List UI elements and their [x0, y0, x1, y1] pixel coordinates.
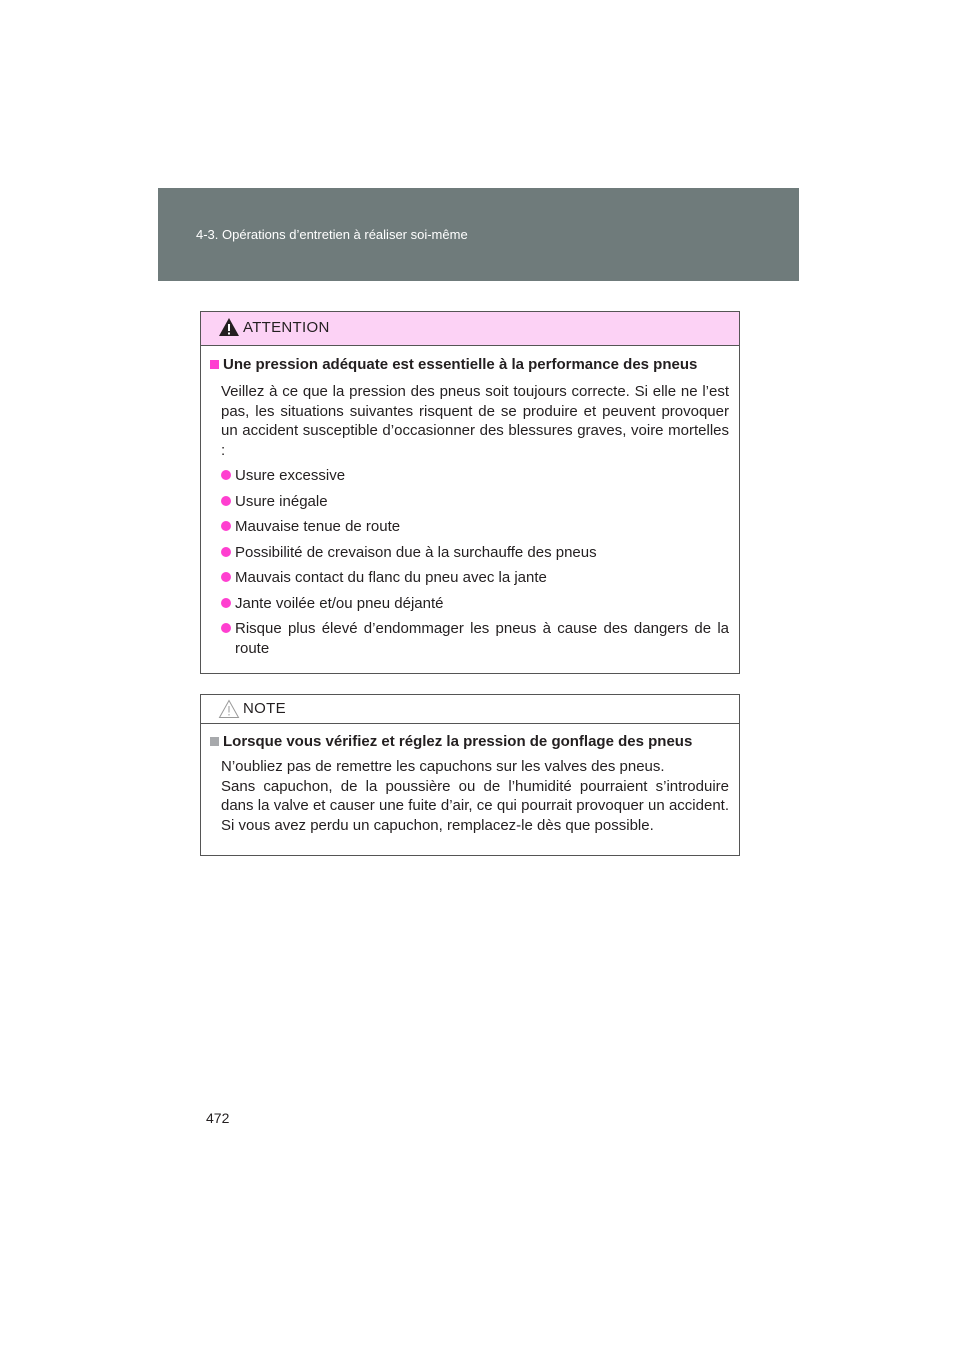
circle-bullet-icon	[221, 496, 231, 506]
attention-box	[200, 311, 740, 674]
list-item: Usure excessive	[221, 466, 729, 486]
circle-bullet-icon	[221, 547, 231, 557]
attention-label: ATTENTION	[243, 319, 330, 336]
attention-header	[201, 312, 739, 346]
note-line-1: N’oubliez pas de remettre les capuchons sur les valves des pneus.	[221, 758, 665, 775]
list-item: Mauvais contact du flanc du pneu avec la jante	[221, 568, 729, 588]
note-title-text: Lorsque vous vérifiez et réglez la pression de gonflage des pneus	[223, 733, 693, 750]
note-line-2: Sans capuchon, de la poussière ou de l’humidité pourraient s’introduire dans la valve et causer une fuite d’air, ce qui pourrait provoquer un accident. Si vous avez perdu un capuchon, remplacez-le dès que possible.	[221, 777, 729, 834]
caution-outline-icon	[218, 699, 240, 719]
circle-bullet-icon	[221, 572, 231, 582]
circle-bullet-icon	[221, 623, 231, 633]
circle-bullet-icon	[221, 521, 231, 531]
attention-section-title	[210, 356, 739, 373]
note-label: NOTE	[243, 700, 286, 717]
attention-title-text: Une pression adéquate est essentielle à la performance des pneus	[223, 356, 698, 373]
note-header	[201, 695, 739, 724]
attention-intro: Veillez à ce que la pression des pneus soit toujours correcte. Si elle ne l’est pas, les situations suivantes risquent de se produire et peuvent provoquer un accident susceptible d’occasionner des blessures graves, voire mortelles :	[221, 383, 729, 459]
page-number: 472	[206, 1110, 230, 1126]
note-box	[200, 694, 740, 856]
list-item: Risque plus élevé d’endommager les pneus à cause des dangers de la route	[221, 619, 729, 658]
list-item: Jante voilée et/ou pneu déjanté	[221, 594, 729, 614]
chapter-title: 4-3. Opérations d’entretien à réaliser soi-même	[196, 227, 468, 242]
warning-triangle-icon	[218, 317, 240, 337]
chapter-header	[158, 188, 799, 281]
square-bullet-icon	[210, 737, 219, 746]
circle-bullet-icon	[221, 598, 231, 608]
circle-bullet-icon	[221, 470, 231, 480]
list-item: Possibilité de crevaison due à la surchauffe des pneus	[221, 543, 729, 563]
note-section-title	[210, 733, 739, 750]
list-item: Mauvaise tenue de route	[221, 517, 729, 537]
square-bullet-icon	[210, 360, 219, 369]
list-item: Usure inégale	[221, 492, 729, 512]
